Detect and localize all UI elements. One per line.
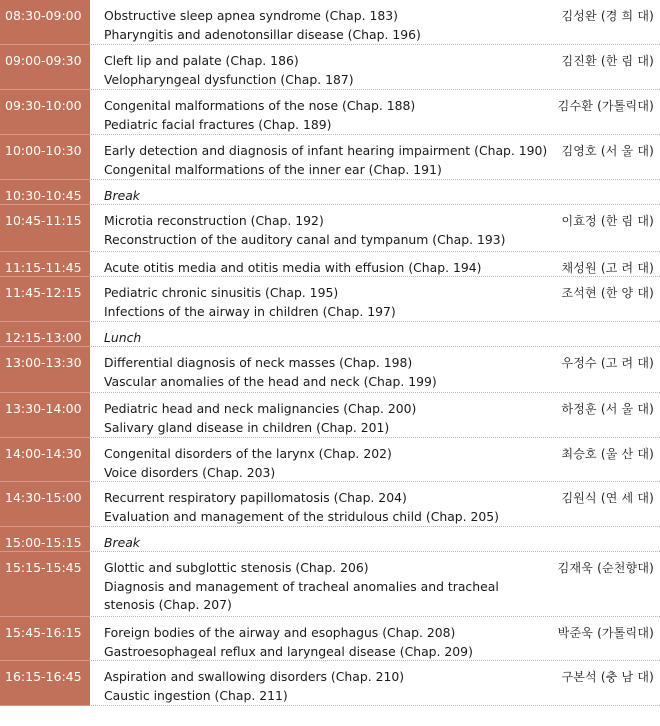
- time-slot: 10:00-10:30: [0, 135, 90, 180]
- schedule-row: [0, 661, 660, 706]
- time-slot: 11:15-11:45: [0, 252, 90, 277]
- schedule-row: [0, 347, 660, 393]
- speaker: 김원식 (연 세 대): [561, 491, 654, 505]
- topic: Microtia reconstruction (Chap. 192): [104, 213, 324, 228]
- time-slot: 14:30-15:00: [0, 482, 90, 527]
- topic: Aspiration and swallowing disorders (Chap. 210): [104, 669, 405, 684]
- speaker: 김재욱 (순천향대): [557, 561, 654, 575]
- time-slot: 10:30-10:45: [0, 180, 90, 205]
- schedule-row: [0, 617, 660, 661]
- time-slot: 09:00-09:30: [0, 45, 90, 90]
- schedule-row: [0, 552, 660, 617]
- time-slot: 15:15-15:45: [0, 552, 90, 617]
- schedule-row-lunch: [0, 322, 660, 347]
- topic: Early detection and diagnosis of infant hearing impairment (Chap. 190): [104, 143, 548, 158]
- schedule-row-break: [0, 180, 660, 205]
- time-slot: 09:30-10:00: [0, 90, 90, 135]
- time-slot: 13:00-13:30: [0, 347, 90, 393]
- topic-list: [90, 482, 554, 526]
- topic: Evaluation and management of the stridulous child (Chap. 205): [104, 508, 500, 524]
- speaker: 구본석 (충 남 대): [561, 670, 654, 684]
- topic: Pediatric head and neck malignancies (Chap. 200): [104, 401, 417, 416]
- topic: Voice disorders (Chap. 203): [104, 464, 276, 480]
- topic: Differential diagnosis of neck masses (Chap. 198): [104, 355, 413, 370]
- topic: Pharyngitis and adenotonsillar disease (Chap. 196): [104, 26, 421, 42]
- topic: Salivary gland disease in children (Chap. 201): [104, 419, 390, 435]
- topic-list: [90, 252, 554, 276]
- topic: Congenital disorders of the larynx (Chap. 202): [104, 446, 392, 461]
- schedule-row: [0, 0, 660, 45]
- time-slot: 10:45-11:15: [0, 205, 90, 252]
- schedule-row: [0, 277, 660, 322]
- speaker: 박준욱 (가톨릭대): [557, 626, 654, 640]
- topic-list: [90, 180, 554, 204]
- speaker: 김진환 (한 림 대): [561, 54, 654, 68]
- topic-list: [90, 661, 554, 705]
- topic: Caustic ingestion (Chap. 211): [104, 687, 288, 703]
- speaker: 최승호 (울 산 대): [561, 447, 654, 461]
- topic: Infections of the airway in children (Chap. 197): [104, 303, 396, 319]
- lunch-label: Lunch: [104, 330, 142, 345]
- topic: Cleft lip and palate (Chap. 186): [104, 53, 299, 68]
- speaker: 우정수 (고 려 대): [561, 356, 654, 370]
- time-slot: 16:15-16:45: [0, 661, 90, 706]
- topic-list: [90, 90, 554, 134]
- topic-list: [90, 393, 554, 437]
- speaker: [554, 527, 660, 551]
- topic-list: [90, 205, 554, 251]
- schedule-row-break: [0, 527, 660, 552]
- topic-list: [90, 617, 554, 660]
- topic-list: [90, 552, 554, 616]
- speaker: [554, 180, 660, 204]
- time-slot: 12:15-13:00: [0, 322, 90, 347]
- time-slot: 08:30-09:00: [0, 0, 90, 45]
- topic-list: [90, 347, 554, 392]
- schedule-row: [0, 205, 660, 252]
- topic: Acute otitis media and otitis media with effusion (Chap. 194): [104, 260, 482, 275]
- speaker: 채성원 (고 려 대): [561, 261, 654, 275]
- topic-list: [90, 45, 554, 89]
- topic: Congenital malformations of the inner ear (Chap. 191): [104, 161, 442, 177]
- topic: Velopharyngeal dysfunction (Chap. 187): [104, 71, 354, 87]
- time-slot: 14:00-14:30: [0, 438, 90, 482]
- speaker: 김영호 (서 울 대): [561, 144, 654, 158]
- topic: Glottic and subglottic stenosis (Chap. 206): [104, 560, 369, 575]
- break-label: Break: [104, 188, 140, 203]
- topic: Foreign bodies of the airway and esophagus (Chap. 208): [104, 625, 456, 640]
- schedule-row: [0, 252, 660, 277]
- break-label: Break: [104, 535, 140, 550]
- time-slot: 15:00-15:15: [0, 527, 90, 552]
- schedule-row: [0, 438, 660, 482]
- topic: Pediatric chronic sinusitis (Chap. 195): [104, 285, 339, 300]
- speaker: 김성완 (경 희 대): [561, 9, 654, 23]
- topic-list: [90, 277, 554, 321]
- topic: Obstructive sleep apnea syndrome (Chap. 183): [104, 8, 398, 23]
- topic: Diagnosis and management of tracheal anomalies and tracheal stenosis (Chap. 207): [104, 578, 499, 612]
- time-slot: 15:45-16:15: [0, 617, 90, 661]
- time-slot: 11:45-12:15: [0, 277, 90, 322]
- speaker: 이효정 (한 림 대): [561, 214, 654, 228]
- speaker: 김수환 (가톨릭대): [557, 99, 654, 113]
- topic: Congenital malformations of the nose (Chap. 188): [104, 98, 416, 113]
- schedule-row: [0, 135, 660, 180]
- topic-list: [90, 322, 554, 346]
- topic: Pediatric facial fractures (Chap. 189): [104, 116, 332, 132]
- topic-list: [90, 438, 554, 481]
- speaker: 하정훈 (서 울 대): [561, 402, 654, 416]
- schedule-row: [0, 90, 660, 135]
- topic-list: [90, 527, 554, 551]
- schedule-row: [0, 393, 660, 438]
- topic-list: [90, 135, 554, 179]
- topic: Vascular anomalies of the head and neck (Chap. 199): [104, 373, 437, 389]
- time-slot: 13:30-14:00: [0, 393, 90, 438]
- topic: Reconstruction of the auditory canal and tympanum (Chap. 193): [104, 231, 506, 247]
- speaker: 조석현 (한 양 대): [561, 286, 654, 300]
- topic-list: [90, 0, 554, 44]
- schedule-row: [0, 482, 660, 527]
- topic: Recurrent respiratory papillomatosis (Chap. 204): [104, 490, 407, 505]
- speaker: [554, 322, 660, 346]
- schedule-row: [0, 45, 660, 90]
- topic: Gastroesophageal reflux and laryngeal disease (Chap. 209): [104, 643, 473, 659]
